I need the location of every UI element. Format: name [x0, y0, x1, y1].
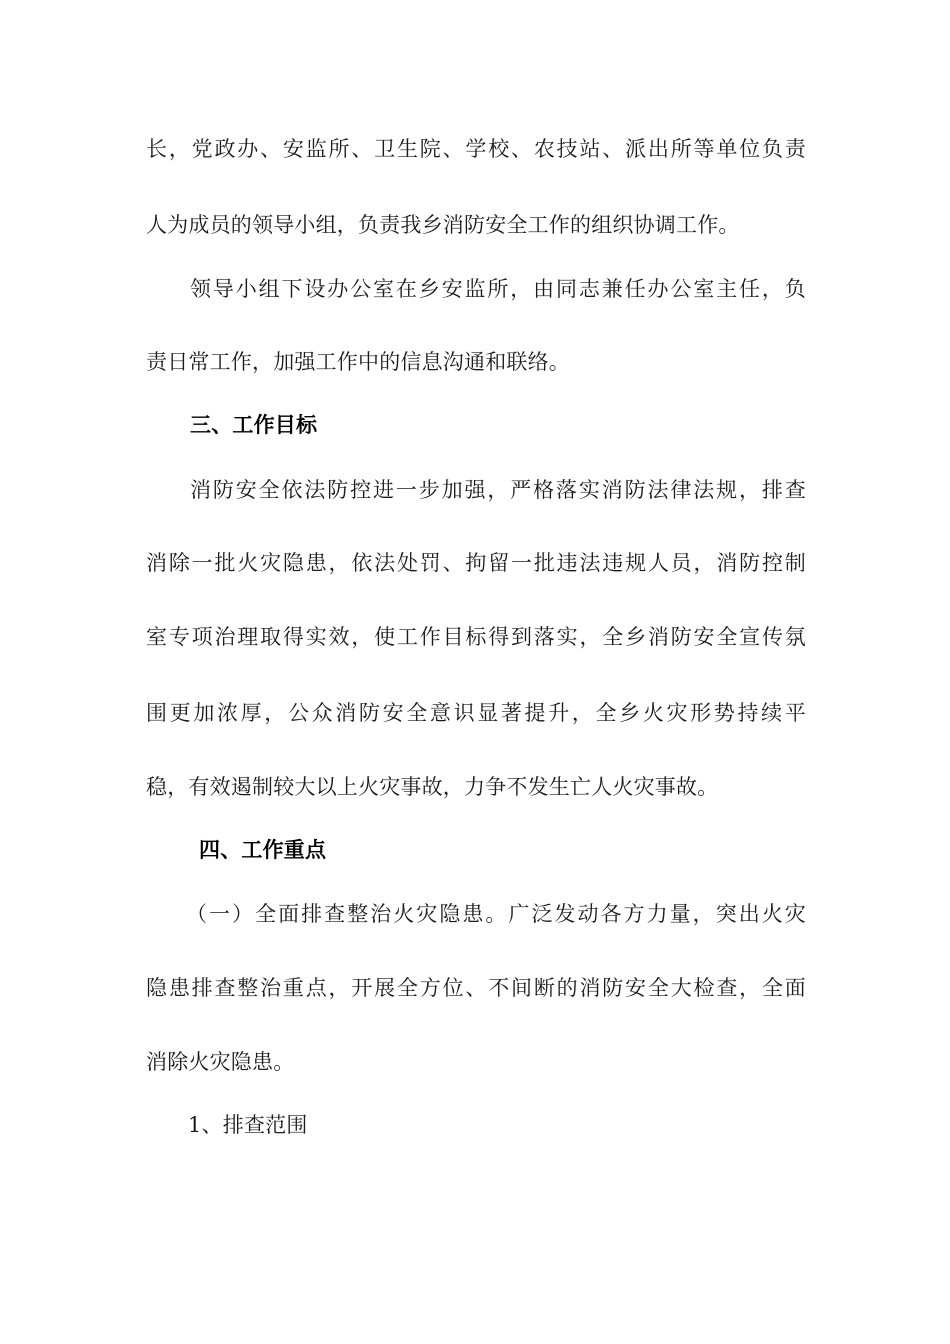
paragraph-line: 隐患排查整治重点，开展全方位、不间断的消防安全大检查，全面	[146, 976, 806, 1000]
paragraph-line: 消除一批火灾隐患，依法处罚、拘留一批违法违规人员，消防控制	[146, 551, 806, 575]
paragraph-line: 责日常工作，加强工作中的信息沟通和联络。	[146, 350, 570, 374]
paragraph-line: 稳，有效遏制较大以上火灾事故，力争不发生亡人火灾事故。	[146, 775, 719, 799]
paragraph-line: 领导小组下设办公室在乡安监所，由同志兼任办公室主任，负	[190, 277, 806, 301]
section-heading-goals: 三、工作目标	[190, 412, 318, 437]
section-heading-focus: 四、工作重点	[199, 837, 327, 862]
paragraph-line: 室专项治理取得实效，使工作目标得到落实，全乡消防安全宣传氛	[146, 625, 806, 649]
paragraph-line: 消防安全依法防控进一步加强，严格落实消防法律法规，排查	[190, 478, 806, 502]
paragraph-line: 人为成员的领导小组，负责我乡消防安全工作的组织协调工作。	[146, 213, 740, 237]
paragraph-line: 围更加浓厚，公众消防安全意识显著提升，全乡火灾形势持续平	[146, 701, 806, 725]
subsection-heading-scope: 1、排查范围	[188, 1113, 308, 1137]
paragraph-line: 长，党政办、安监所、卫生院、学校、农技站、派出所等单位负责	[146, 137, 806, 161]
paragraph-line: （一）全面排查整治火灾隐患。广泛发动各方力量，突出火灾	[186, 902, 806, 926]
paragraph-line: 消除火灾隐患。	[146, 1050, 295, 1074]
